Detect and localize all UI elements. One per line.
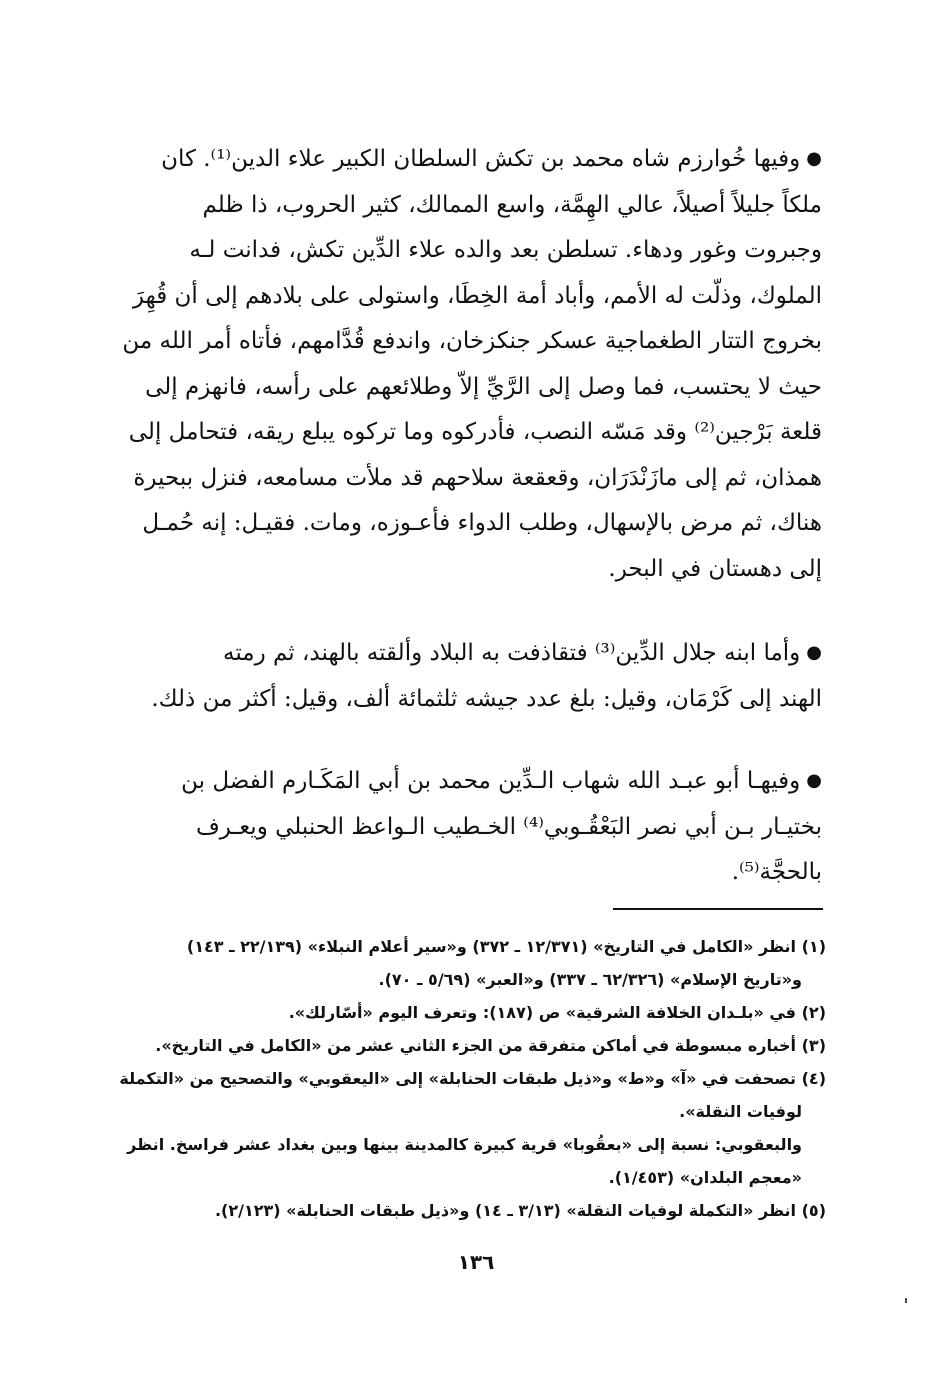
footnote-2 (104, 996, 826, 1029)
paragraph-line (104, 758, 822, 805)
line-text: وفيهـا أبو عبـد الله شهاب الـدِّين محمد بن أبي المَكَـارم الفضل بن (181, 768, 801, 794)
footnote-1 (104, 930, 826, 996)
footnote-5 (104, 1194, 826, 1227)
paragraph-line: بختيـار بـن أبي نصر البَعْقُـوبي⁽⁴⁾ الخـطيب الـواعظ الحنبلي ويعـرف (195, 813, 822, 840)
paragraph-line (104, 136, 822, 183)
line-text: وفيها خُوارزم شاه محمد بن تكش السلطان الكبير علاء الدين⁽¹⁾. كان (161, 146, 801, 172)
bullet-icon: ● (806, 148, 822, 169)
bullet-icon: ● (806, 770, 822, 791)
footnotes (104, 930, 826, 1227)
line-text: وأما ابنه جلال الدِّين⁽³⁾ فتقاذفت به البلاد وألقته بالهند، ثم رمته (222, 640, 801, 666)
paragraph-shihab-al-din (104, 758, 822, 896)
paragraph-line: همذان، ثم إلى مازَنْدَرَان، وقعقعة سلاحهم قد ملأت مسامعه، فنزل ببحيرة (133, 464, 822, 491)
paragraph-line (104, 630, 822, 677)
footnote-line: (١) انظر «الكامل في التاريخ» (١٢/٣٧١ ـ ٣٧٢) و«سير أعلام النبلاء» (٢٢/١٣٩ ـ ١٤٣) (186, 937, 826, 956)
paragraph-line: هناك، ثم مرض بالإسهال، وطلب الدواء فأعـوزه، ومات. فقيـل: إنه حُمـل (142, 510, 822, 536)
paragraph-line: وجبروت وغور ودهاء. تسلطن بعد والده علاء الدِّين تكش، فدانت لـه (189, 237, 822, 263)
paragraph-khwarazm-shah (104, 136, 822, 592)
page-number: ١٣٦ (457, 1250, 495, 1274)
footnote-line: (٥) انظر «التكملة لوفيات النقلة» (٣/١٣ ـ ١٤) و«ذيل طبقات الحنابلة» (٢/١٢٣). (214, 1201, 826, 1220)
paragraph-line: بالحجَّة⁽⁵⁾. (731, 859, 822, 885)
footnote-separator (613, 908, 823, 910)
footnote-4-continued (104, 1128, 826, 1194)
paragraph-line: بخروج التتار الطغماجية عسكر جنكزخان، واندفع قُدَّامهم، فأتاه أمر الله من (122, 328, 822, 354)
paragraph-line: الهند إلى كَرْمَان، وقيل: بلغ عدد جيشه ثلثمائة ألف، وقيل: أكثر من ذلك. (151, 685, 822, 712)
paragraph-line: الملوك، وذلّت له الأمم، وأباد أمة الخِطَا، واستولى على بلادهم إلى أن قُهِرَ (132, 282, 822, 309)
paragraph-line: ملكاً جليلاً أصيلاً، عالي الهِمَّة، واسع الممالك، كثير الحروب، ذا ظلم (202, 191, 822, 218)
paragraph-jalal-al-din (104, 630, 822, 722)
paragraph-line: قلعة بَرْجين⁽²⁾ وقد مَسّه النصب، فأدركوه وما تركوه يبلع ريقه، فتحامل إلى (128, 419, 822, 445)
footnote-line: (٢) في «بلـدان الخلافة الشرقية» ص (١٨٧): وتعرف اليوم «أسّارلك». (288, 1003, 826, 1022)
footnote-line: «معجم البلدان» (١/٤٥٣). (608, 1168, 802, 1187)
footnote-4 (104, 1062, 826, 1128)
bullet-icon: ● (806, 642, 822, 663)
footnote-line: لوفيات النقلة». (679, 1102, 802, 1121)
footnote-line: (٣) أخباره مبسوطة في أماكن متفرقة من الجزء الثاني عشر من «الكامل في التاريخ». (155, 1036, 826, 1055)
footnote-3 (104, 1029, 826, 1062)
footnote-line: (٤) تصحفت في «آ» و«ط» و«ذيل طبقات الحنابلة» إلى «اليعقوبي» والتصحيح من «التكملة (119, 1069, 826, 1088)
paragraph-line: حيث لا يحتسب، فما وصل إلى الرَّيِّ إلاّ وطلائعهم على رأسه، فانهزم إلى (145, 373, 822, 400)
footnote-line: و«تاريخ الإسلام» (٦٢/٣٢٦ ـ ٣٣٧) و«العبر» (٥/٦٩ ـ ٧٠). (378, 970, 802, 989)
scan-speck (905, 1298, 907, 1303)
footnote-line: والبعقوبي: نسبة إلى «بعقُوبا» قرية كبيرة كالمدينة بينها وبين بغداد عشر فراسخ. انظر (127, 1135, 802, 1154)
paragraph-line: إلى دهستان في البحر. (608, 555, 822, 582)
